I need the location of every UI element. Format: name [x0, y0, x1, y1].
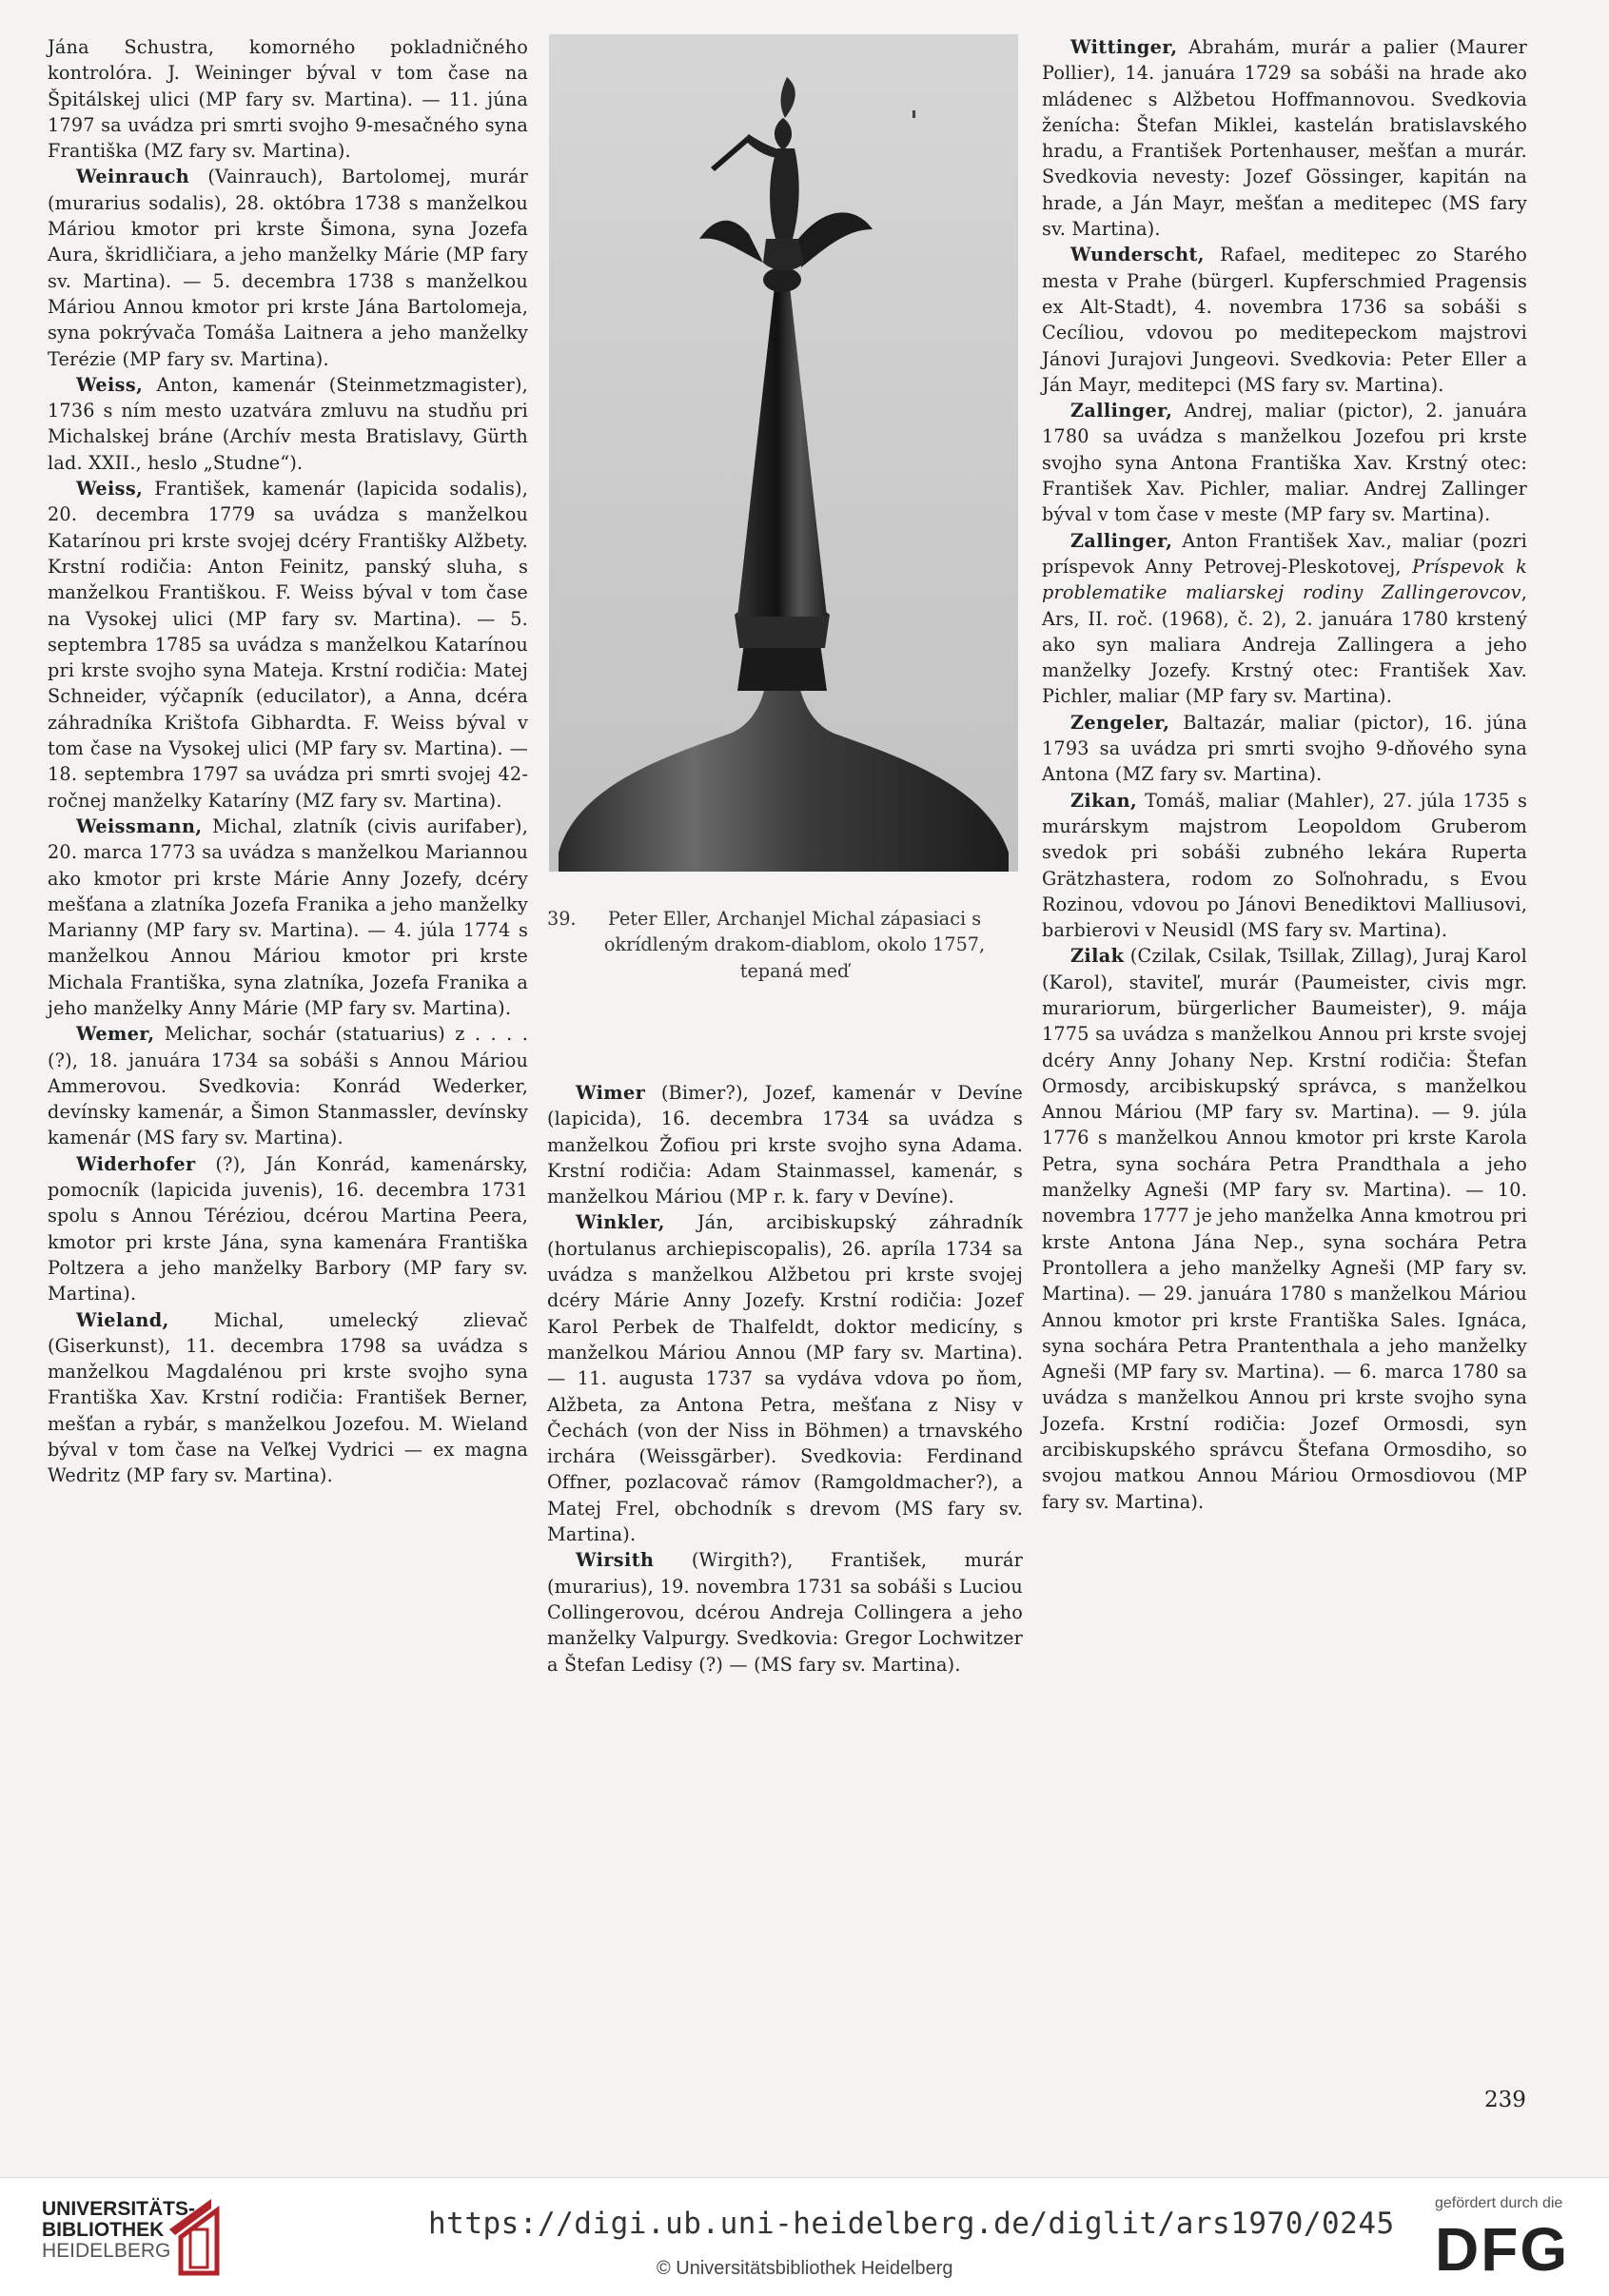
left-column — [48, 34, 528, 1489]
entry-text-continued: , Ars, II. roč. (1968), č. 2), 2. januára 1780 krstený ako syn maliara Andreja Zallingera a jeho manželky Jozefy. Krstný otec: František Xav. Pichler, maliar (MP fary sv. Martina). — [1042, 581, 1527, 708]
entry-weissmann — [48, 814, 528, 1021]
entry-name: Zallinger, — [1070, 529, 1173, 552]
entry-widerhofer — [48, 1151, 528, 1307]
entry-text: Abrahám, murár a palier (Maurer Pollier), 14. januára 1729 sa sobáši na hrade ako mládenec s Alžbetou Hoffmannovou. Svedkovia ženícha: Štefan Miklei, kastelán bratislavského hradu, a František Portenhauser, mešťan a murár. Svedkovia nevesty: Jozef Gössinger, kapitán na hrade, a Ján Mayr, mešťan a meditepec (MS fary sv. Martina). — [1042, 36, 1527, 241]
entry-wunderscht — [1042, 242, 1527, 398]
figure-caption — [547, 906, 1023, 984]
library-name-line2: BIBLIOTHEK — [42, 2219, 165, 2241]
entry-text: (Bimer?), Jozef, kamenár v Devíne (lapicida), 16. decembra 1734 sa uvádza s manželkou Žofiou pri krste svojho syna Adama. Krstní rodičia: Adam Stainmassel, kamenár, s manželkou Máriou (MP r. k. fary v Devíne). — [547, 1082, 1023, 1208]
entry-text: František, kamenár (lapicida sodalis), 20. decembra 1779 sa uvádza s manželkou Katarínou pri krste svojej dcéry Františky Alžbety. Krstní rodičia: Anton Feinitz, panský sluha, s manželkou Františkou. F. Weiss býval v tom čase na Vysokej ulici (MP fary sv. Martina). — 5. septembra 1785 sa uvádza s manželkou Katarínou pri krste svojho syna Mateja. Krstní rodičia: Matej Schneider, výčapník (educilator), a Anna, dcéra záhradníka Krištofa Gibhardta. F. Weiss býval v tom čase na Vysokej ulici (MP fary sv. Martina). — 18. septembra 1797 sa uvádza pri smrti svojej 42-ročnej manželky Kataríny (MZ fary sv. Martina). — [48, 478, 528, 812]
entry-wirsith — [547, 1547, 1023, 1677]
entry-text: (Wirgith?), František, murár (murarius), 19. novembra 1731 sa sobáši s Luciou Collingerovou, dcérou Andreja Collingera a jeho manželky Valpurgy. Svedkovia: Gregor Lochwitzer a Štefan Ledisy (?) — (MS fary sv. Martina). — [547, 1549, 1023, 1676]
entry-name: Weiss, — [76, 373, 144, 396]
entry-zengeler — [1042, 710, 1527, 788]
entry-winkler — [547, 1209, 1023, 1547]
entry-name: Zengeler, — [1070, 711, 1170, 734]
spire-statue-image — [549, 34, 1018, 872]
entry-text: Melichar, sochár (statuarius) z . . . . (?), 18. januára 1734 sa sobáši s Annou Máriou Ammerovou. Svedkovia: Konrád Wederker, devínsky kamenár, a Šimon Stanmassler, devínsky kamenár (MS fary sv. Martina). — [48, 1023, 528, 1149]
copyright-text: © Universitätsbibliothek Heidelberg — [657, 2258, 953, 2279]
entry-name: Zallinger, — [1070, 400, 1173, 422]
library-emblem-icon — [162, 2191, 228, 2277]
dfg-logo[interactable]: DFG — [1435, 2215, 1570, 2284]
entry-name: Wittinger, — [1070, 36, 1178, 58]
entry-name: Wemer, — [76, 1023, 155, 1046]
entry-name: Wieland, — [76, 1308, 169, 1331]
entry-text: Michal, umelecký zlievač (Giserkunst), 11. decembra 1798 sa uvádza s manželkou Magdalénou pri krste svojho syna Františka Xav. Krstní rodičia: František Berner, mešťan a rybár, s manželkou Jozefou. M. Wieland býval v tom čase na Veľkej Vydrici — ex magna Wedritz (MP fary sv. Martina). — [48, 1308, 528, 1487]
entry-wittinger — [1042, 34, 1527, 242]
entry-name: Wunderscht, — [1070, 244, 1205, 266]
entry-name: Weissmann, — [76, 814, 203, 837]
entry-text: Ján, arcibiskupský záhradník (hortulanus archiepiscopalis), 26. apríla 1734 sa uvádza s manželkou Alžbetou pri krste svojej dcéry Márie Anny Jozefy. Krstní rodičia: Jozef Karol Perbek de Thalfeldt, doktor medicíny, s manželkou Máriou Annou (MP fary sv. Martina). — 11. augusta 1737 sa vydáva vdova po ňom, Alžbeta, za Antona Petra, mešťana z Nisy v Čechách (von der Niss in Böhmen) a trnavského irchára (Weissgärber). Svedkovia: Ferdinand Offner, pozlacovač rámov (Ramgoldmacher?), a Matej Frel, obchodník s drevom (MS fary sv. Martina). — [547, 1211, 1023, 1546]
entry-continuation: Jána Schustra, komorného pokladničného kontrolóra. J. Weininger býval v tom čase na Špitálskej ulici (MP fary sv. Martina). — 11. júna 1797 sa uvádza pri smrti svojho 9-mesačného syna Františka (MZ fary sv. Martina). — [48, 36, 528, 163]
entry-name: Winkler, — [576, 1211, 665, 1234]
entry-text: Anton František Xav., maliar (pozri príspevok Anny Petrovej-Pleskotovej, — [1042, 529, 1527, 578]
entry-text: Baltazár, maliar (pictor), 16. júna 1793 sa uvádza pri smrti svojho 9-dňového syna Antona (MZ fary sv. Martina). — [1042, 711, 1527, 786]
entry-citation-title: Príspevok k problematike maliarskej rodiny Zallingerovcov — [1042, 555, 1527, 604]
middle-column — [547, 1080, 1023, 1678]
entry-wieland — [48, 1307, 528, 1489]
entry-text: Andrej, maliar (pictor), 2. januára 1780 sa uvádza s manželkou Jozefou pri krste svojho syna Antona Františka Xav. Krstný otec: František Xav. Pichler, maliar. Andrej Zallinger býval v tom čase v meste (MP fary sv. Martina). — [1042, 400, 1527, 526]
entry-name: Zikan, — [1070, 789, 1138, 812]
funder-note: gefördert durch die — [1435, 2195, 1563, 2211]
entry-text: Rafael, meditepec zo Starého mesta v Prahe (bürgerl. Kupferschmied Pragensis ex Alt-Stadt), 4. novembra 1736 sa sobáši s Cecíliou, vdovou po meditepeckom majstrovi Jánovi Jurajovi Jungeovi. Svedkovia: Peter Eller a Ján Mayr, meditepci (MS fary sv. Martina). — [1042, 244, 1527, 396]
entry-zallinger-anton — [1042, 528, 1527, 710]
entry-weinrauch — [48, 164, 528, 371]
figure-caption-text: Peter Eller, Archanjel Michal zápasiaci s okrídleným drakom-diablom, okolo 1757, tepaná meď — [603, 908, 986, 982]
right-column — [1042, 34, 1527, 1515]
entry-name: Widerhofer — [76, 1152, 196, 1175]
entry-text: (Czilak, Csilak, Tsillak, Zillag), Juraj Karol (Karol), staviteľ, murár (Paumeister, civis mgr. murariorum, bürgerlicher Baumeister), 9. mája 1775 sa uvádza s manželkou Annou pri krste svojej dcéry Anny Johany Nep. Krstní rodičia: Štefan Ormosdy, arcibiskupský správca, s manželkou Annou Máriou (MP fary sv. Martina). — 9. júla 1776 s manželkou Annou kmotor pri krste Karola Petra, syna sochára Petra Prandthala a jeho manželky Agneši (MP fary sv. Martina). — 10. novembra 1777 je jeho manželka Anna kmotrou pri krste Antona Jána Nep., syna sochára Petra Prontollera a jeho manželky Agneši (MP fary sv. Martina). — 29. januára 1780 s manželkou Máriou Annou kmotor pri krste Františka Sales. Ignáca, syna sochára Petra Prantenthala a jeho manželky Agneši (MP fary sv. Martina). — 6. marca 1780 sa uvádza s manželkou Annou pri krste svojho syna Jozefa. Krstní rodičia: Jozef Ormosdi, syn arcibiskupského správcu Štefana Ormosdiho, so svojou matkou Annou Máriou Ormosdiovou (MP fary sv. Martina). — [1042, 945, 1527, 1513]
entry-wimer — [547, 1080, 1023, 1209]
entry-text: (?), Ján Konrád, kamenársky, pomocník (lapicida juvenis), 16. decembra 1731 spolu s Annou Téréziou, dcérou Martina Peera, kmotor pri krste Jána, syna kamenára Františka Poltzera a jeho manželky Barbory (MP fary sv. Martina). — [48, 1152, 528, 1305]
entry-name: Weinrauch — [76, 166, 190, 188]
entry-name: Weiss, — [76, 478, 144, 500]
entry-zikan — [1042, 788, 1527, 944]
entry-name: Wimer — [576, 1082, 646, 1104]
library-name-line1: UNIVERSITÄTS- — [42, 2198, 196, 2220]
entry-weiss-frantisek — [48, 476, 528, 814]
figure-photo — [549, 34, 1018, 872]
entry-zallinger-andrej — [1042, 398, 1527, 527]
entry-wemer — [48, 1021, 528, 1150]
entry-text: Tomáš, maliar (Mahler), 27. júla 1735 s murárskym majstrom Leopoldom Gruberom svedok pri sobáši zubného lekára Ruperta Grätzhastera, rodom zo Soľnohradu, s Evou Rozinou, vdovou po Jánovi Benediktovi Malliusovi, barbierovi v Neusidl (MS fary sv. Martina). — [1042, 789, 1527, 942]
entry-name: Zilak — [1070, 945, 1125, 968]
figure-number: 39. — [547, 908, 577, 930]
entry-text: Anton, kamenár (Steinmetzmagister), 1736 s ním mesto uzatvára zmluvu na studňu pri Michalskej bráne (Archív mesta Bratislavy, Gürth lad. XXII., heslo „Studne“). — [48, 373, 528, 474]
library-name-line3: HEIDELBERG — [42, 2240, 171, 2262]
entry-weiss-anton — [48, 372, 528, 476]
entry-name: Wirsith — [576, 1549, 655, 1572]
entry-text: (Vainrauch), Bartolomej, murár (murarius sodalis), 28. októbra 1738 s manželkou Máriou kmotor pri krste Šimona, syna Jozefa Aura, škridličiara, a jeho manželky Márie (MP fary sv. Martina). — 5. decembra 1738 s manželkou Máriou Annou kmotor pri krste Jána Bartolomeja, syna pokrývača Tomáša Laitnera a jeho manželky Terézie (MP fary sv. Martina). — [48, 166, 528, 370]
entry-zilak — [1042, 943, 1527, 1515]
document-url-link[interactable]: https://digi.ub.uni-heidelberg.de/diglit/ars1970/0245 — [428, 2207, 1395, 2241]
footer-bar — [0, 2177, 1609, 2296]
entry-text: Michal, zlatník (civis aurifaber), 20. marca 1773 sa uvádza s manželkou Mariannou ako kmotor pri krste Márie Anny Jozefy, dcéry mešťana a zlatníka Jozefa Franika a jeho manželky Marianny (MP fary sv. Martina). — 4. júla 1774 s manželkou Annou Máriou kmotor pri krste Michala Františka, syna zlatníka, Jozefa Franika a jeho manželky Anny Márie (MP fary sv. Martina). — [48, 814, 528, 1019]
page-number: 239 — [1484, 2088, 1526, 2112]
